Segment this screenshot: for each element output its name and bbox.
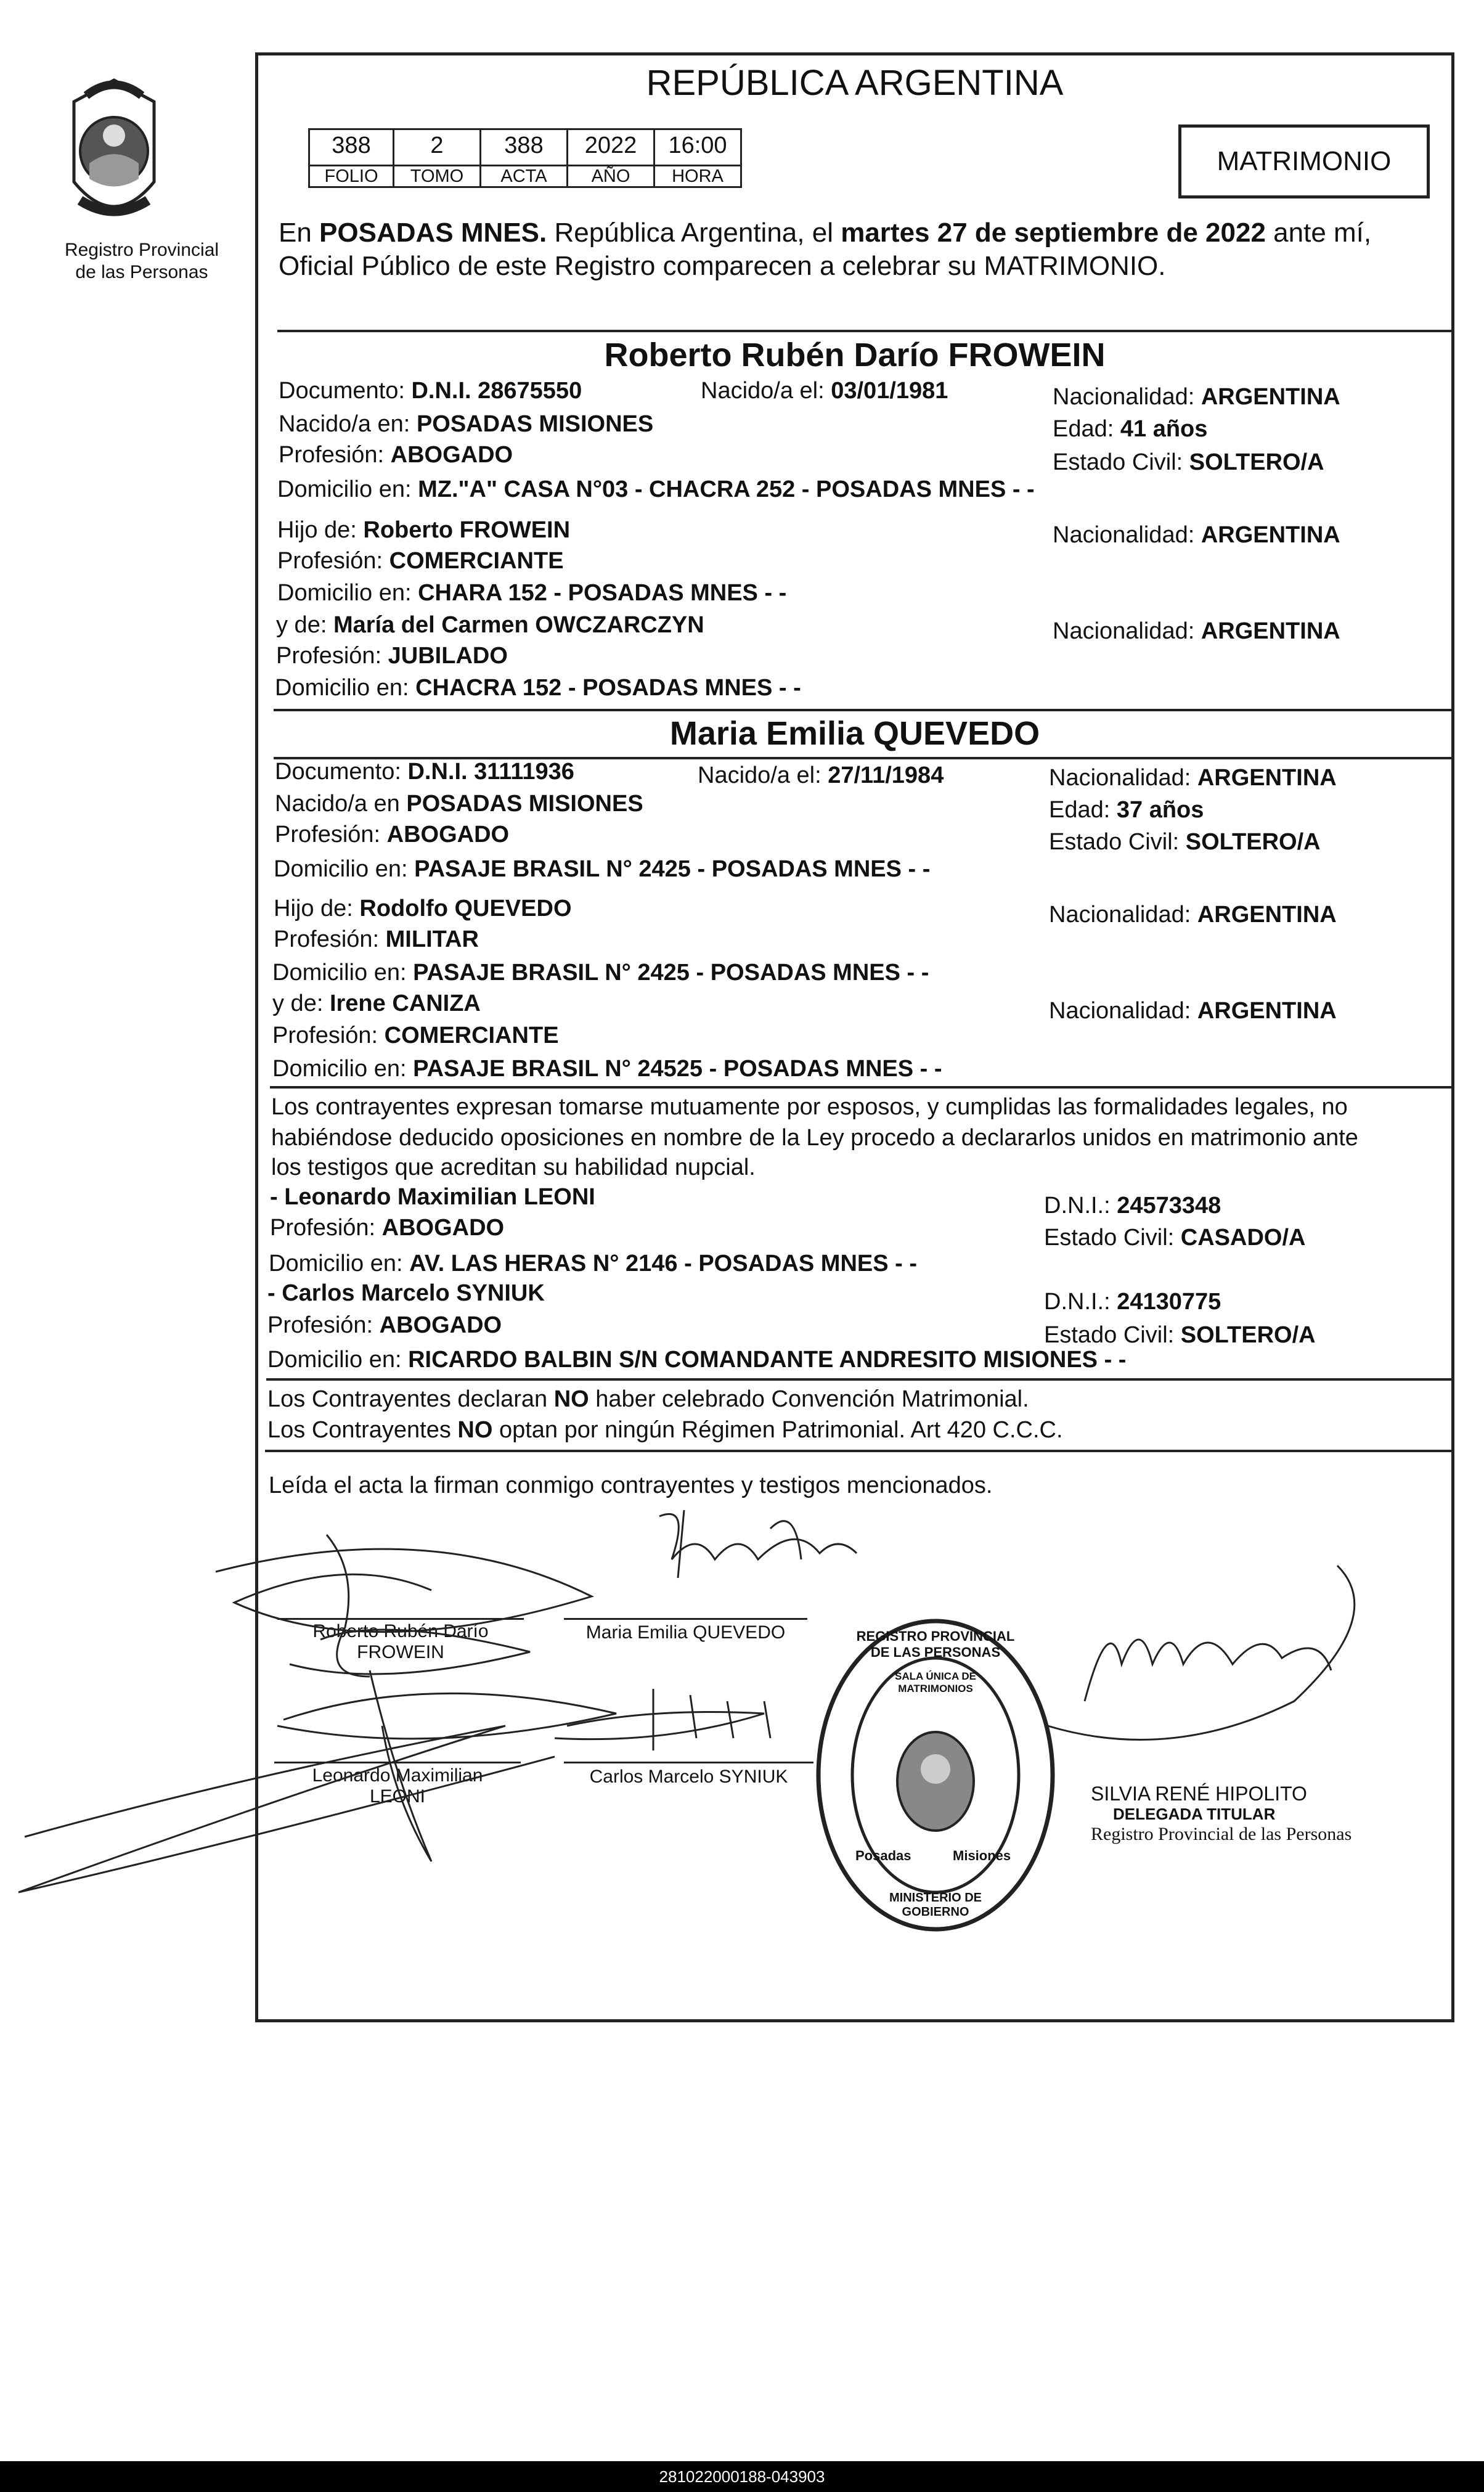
spouse1-birthplace: Nacido/a en: POSADAS MISIONES [279, 411, 654, 437]
official-seal [812, 1615, 1059, 1935]
record-ano-value: 2022 [566, 128, 655, 166]
record-acta-value: 388 [479, 128, 568, 166]
ceremony-date: martes 27 de septiembre de 2022 [841, 218, 1266, 248]
footer-bar [0, 2461, 1484, 2492]
spouse2-mother-profession: Profesión: COMERCIANTE [272, 1023, 559, 1048]
spouse2-father-address: Domicilio en: PASAJE BRASIL N° 2425 - POSADAS MNES - - [272, 960, 929, 986]
seal-left-text: Posadas [855, 1848, 911, 1863]
officer-registry: Registro Provincial de las Personas [1091, 1824, 1352, 1844]
witness1-civil-status: Estado Civil: CASADO/A [1044, 1225, 1306, 1251]
signature-name-spouse1: Roberto Rubén Darío FROWEIN [312, 1621, 489, 1662]
declaration-line-2: habiéndose deducido oposiciones en nombre de la Ley procedo a declararlos unidos en matrimonio ante [271, 1125, 1358, 1151]
spouse1-profession: Profesión: ABOGADO [279, 442, 513, 468]
divider [274, 709, 1454, 711]
witness2-dni: D.N.I.: 24130775 [1044, 1289, 1221, 1315]
spouse2-father: Hijo de: Rodolfo QUEVEDO [274, 896, 572, 921]
act-type: MATRIMONIO [1217, 146, 1392, 176]
spouse1-nationality: Nacionalidad: ARGENTINA [1053, 384, 1340, 410]
spouse1-father-address: Domicilio en: CHARA 152 - POSADAS MNES - - [277, 580, 787, 606]
province-logo [68, 77, 160, 234]
witness2-profession: Profesión: ABOGADO [267, 1312, 502, 1338]
officer-name: SILVIA RENÉ HIPOLITO [1091, 1783, 1307, 1805]
act-type-box [1178, 125, 1430, 198]
witness2-address: Domicilio en: RICARDO BALBIN S/N COMANDANTE ANDRESITO MISIONES - - [267, 1347, 1127, 1373]
spouse1-documento: Documento: D.N.I. 28675550 [279, 378, 582, 404]
record-folio-value: 388 [308, 128, 394, 166]
spouse2-father-profession: Profesión: MILITAR [274, 926, 479, 952]
spouse2-mother-address: Domicilio en: PASAJE BRASIL N° 24525 - POSADAS MNES - - [272, 1056, 942, 1082]
spouse2-mother: y de: Irene CANIZA [272, 991, 481, 1016]
spouse2-civil-status: Estado Civil: SOLTERO/A [1049, 829, 1321, 855]
witness2-name: - Carlos Marcelo SYNIUK [267, 1280, 545, 1306]
seal-bottom-text: MINISTERIO DE GOBIERNO [889, 1891, 982, 1919]
record-acta-caption: ACTA [479, 165, 568, 188]
divider [265, 1450, 1454, 1452]
convention-line-1: Los Contrayentes declaran NO haber celebrado Convención Matrimonial. [267, 1386, 1029, 1412]
convention-line-2: Los Contrayentes NO optan por ningún Régimen Patrimonial. Art 420 C.C.C. [267, 1417, 1063, 1443]
intro-line-2: Oficial Público de este Registro comparecen a celebrar su MATRIMONIO. [279, 251, 1166, 281]
witness1-profession: Profesión: ABOGADO [270, 1215, 505, 1241]
record-ano-caption: AÑO [566, 165, 655, 188]
seal-outer-text: REGISTRO PROVINCIAL DE LAS PERSONAS [856, 1628, 1015, 1660]
closing-text: Leída el acta la firman conmigo contrayentes y testigos mencionados. [269, 1473, 993, 1498]
signature-scribbles [0, 1467, 1484, 1960]
record-hora-caption: HORA [653, 165, 742, 188]
spouse1-mother-address: Domicilio en: CHACRA 152 - POSADAS MNES - - [275, 675, 801, 701]
officer-role: DELEGADA TITULAR [1113, 1805, 1276, 1823]
signature-name-spouse2: Maria Emilia QUEVEDO [585, 1622, 786, 1643]
spouse2-age: Edad: 37 años [1049, 797, 1204, 823]
spouse2-name: Maria Emilia QUEVEDO [669, 715, 1040, 752]
spouse1-father: Hijo de: Roberto FROWEIN [277, 517, 571, 543]
page-title: REPÚBLICA ARGENTINA [646, 63, 1064, 103]
place: POSADAS MNES. [319, 218, 547, 248]
spouse2-mother-nationality: Nacionalidad: ARGENTINA [1049, 998, 1337, 1024]
officer-stamp [1091, 1783, 1362, 1845]
intro-line-1: En POSADAS MNES. República Argentina, el martes 27 de septiembre de 2022 ante mí, [279, 218, 1372, 248]
registry-name [43, 239, 240, 284]
registry-line-1: Registro Provincial [64, 240, 219, 260]
spouse1-address: Domicilio en: MZ."A" CASA N°03 - CHACRA 252 - POSADAS MNES - - [277, 476, 1035, 502]
declaration-line-1: Los contrayentes expresan tomarse mutuamente por esposos, y cumplidas las formalidades legales, no [271, 1094, 1348, 1120]
spouse1-father-nationality: Nacionalidad: ARGENTINA [1053, 522, 1340, 548]
spouse2-birthdate: Nacido/a el: 27/11/1984 [698, 762, 944, 788]
witness2-civil-status: Estado Civil: SOLTERO/A [1044, 1322, 1316, 1348]
footer-code: 281022000188-043903 [659, 2467, 825, 2486]
declaration-line-3: los testigos que acreditan su habilidad nupcial. [271, 1154, 756, 1180]
spouse1-mother-nationality: Nacionalidad: ARGENTINA [1053, 618, 1340, 644]
witness1-dni: D.N.I.: 24573348 [1044, 1193, 1221, 1219]
spouse1-father-profession: Profesión: COMERCIANTE [277, 548, 564, 574]
spouse1-age: Edad: 41 años [1053, 416, 1208, 442]
record-tomo-caption: TOMO [393, 165, 481, 188]
signature-name-witness2: Carlos Marcelo SYNIUK [589, 1767, 788, 1787]
record-hora-value: 16:00 [653, 128, 742, 166]
signature-name-witness1: Leonardo Maximilian LEONI [312, 1765, 483, 1807]
spouse2-father-nationality: Nacionalidad: ARGENTINA [1049, 902, 1337, 928]
spouse2-address: Domicilio en: PASAJE BRASIL N° 2425 - POSADAS MNES - - [274, 856, 931, 882]
spouse2-profession: Profesión: ABOGADO [275, 822, 510, 848]
spouse2-birthplace: Nacido/a en POSADAS MISIONES [275, 791, 643, 817]
record-folio-caption: FOLIO [308, 165, 394, 188]
spouse1-name: Roberto Rubén Darío FROWEIN [604, 337, 1106, 374]
spouse2-documento: Documento: D.N.I. 31111936 [275, 759, 574, 785]
spouse1-mother-profession: Profesión: JUBILADO [276, 643, 508, 669]
divider [277, 330, 1454, 332]
spouse1-birthdate: Nacido/a el: 03/01/1981 [701, 378, 948, 404]
witness1-name: - Leonardo Maximilian LEONI [270, 1184, 595, 1210]
divider [266, 1378, 1454, 1381]
spouse1-civil-status: Estado Civil: SOLTERO/A [1053, 449, 1324, 475]
registry-line-2: de las Personas [75, 262, 208, 282]
spouse1-mother: y de: María del Carmen OWCZARCZYN [276, 612, 704, 638]
record-tomo-value: 2 [393, 128, 481, 166]
spouse2-nationality: Nacionalidad: ARGENTINA [1049, 765, 1337, 791]
witness1-address: Domicilio en: AV. LAS HERAS N° 2146 - POSADAS MNES - - [269, 1251, 918, 1277]
seal-inner-text: SALA ÚNICA DE MATRIMONIOS [895, 1670, 976, 1694]
divider [270, 1086, 1454, 1089]
seal-right-text: Misiones [953, 1848, 1011, 1863]
